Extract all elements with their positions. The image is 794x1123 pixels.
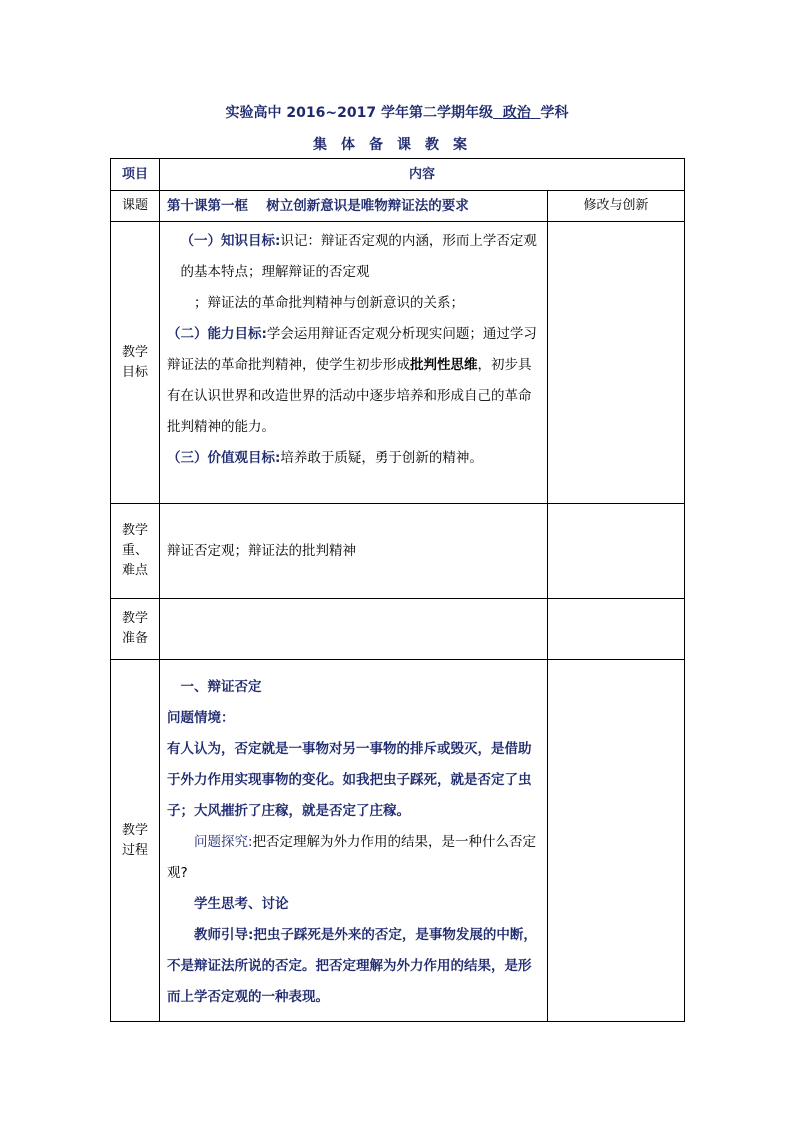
prep-label: 教学 准备 (111, 599, 160, 660)
goal-knowledge-cont: ；辩证法的革命批判精神与创新意识的关系； (194, 295, 464, 311)
goals-row (111, 222, 685, 504)
topic-row (111, 191, 685, 222)
header-item-cell: 项目 (111, 159, 160, 191)
key-points-label: 教学 重、 难点 (111, 504, 160, 599)
process-row (111, 660, 685, 1022)
document-subtitle: 集体备课教案 (313, 137, 481, 153)
prep-row (111, 599, 685, 660)
goals-label: 教学 目标 (111, 222, 160, 504)
key-points-revise-cell (548, 504, 685, 599)
lesson-plan-table (110, 158, 685, 1022)
teacher-guide: 教师引导:把虫子踩死是外来的否定，是事物发展的中断，不是辩证法所说的否定。把否定理解为外力作用的结果，是形而上学否定观的一种表现。 (167, 927, 537, 1005)
goals-revise-cell (548, 222, 685, 504)
goal-knowledge: （一）知识目标:识记：辩证否定观的内涵，形而上学否定观的基本特点；理解辩证的否定观 (180, 233, 537, 280)
table-header-row (111, 159, 685, 191)
document-title-line (0, 102, 794, 122)
subject-name: 政治 (502, 105, 531, 121)
topic-label: 课题 (111, 191, 160, 222)
discussion: 学生思考、讨论 (194, 896, 289, 912)
key-points-value: 辩证否定观；辩证法的批判精神 (160, 504, 548, 599)
scenario-text: 有人认为，否定就是一事物对另一事物的排斥或毁灭，是借助于外力作用实现事物的变化。如我把虫子踩死，就是否定了虫子；大风摧折了庄稼，就是否定了庄稼。 (167, 741, 532, 819)
prep-value (160, 599, 548, 660)
key-points-row (111, 504, 685, 599)
revise-label: 修改与创新 (548, 191, 685, 222)
scenario-label: 问题情境： (167, 710, 235, 726)
header-content-cell: 内容 (160, 159, 685, 191)
process-content (160, 660, 548, 1022)
process-section-heading: 一、辩证否定 (180, 679, 262, 695)
goal-values: （三）价值观目标:培养敢于质疑，勇于创新的精神。 (167, 450, 483, 466)
goal-ability: （二）能力目标:学会运用辩证否定观分析现实问题；通过学习辩证法的革命批判精神，使学生初步形成批判性思维，初步具有在认识世界和改造世界的活动中逐步培养和形成自己的革命批判精神的能力。 (167, 326, 537, 435)
process-label: 教学 过程 (111, 660, 160, 1022)
inquiry: 问题探究:把否定理解为外力作用的结果，是一种什么否定观? (167, 834, 537, 881)
title-suffix: 学科 (540, 105, 569, 121)
title-prefix: 实验高中 2016~2017 学年第二学期年级 (225, 105, 493, 121)
goals-content (160, 222, 548, 504)
prep-revise-cell (548, 599, 685, 660)
topic-value: 第十课第一框 树立创新意识是唯物辩证法的要求 (160, 191, 548, 222)
process-revise-cell (548, 660, 685, 1022)
